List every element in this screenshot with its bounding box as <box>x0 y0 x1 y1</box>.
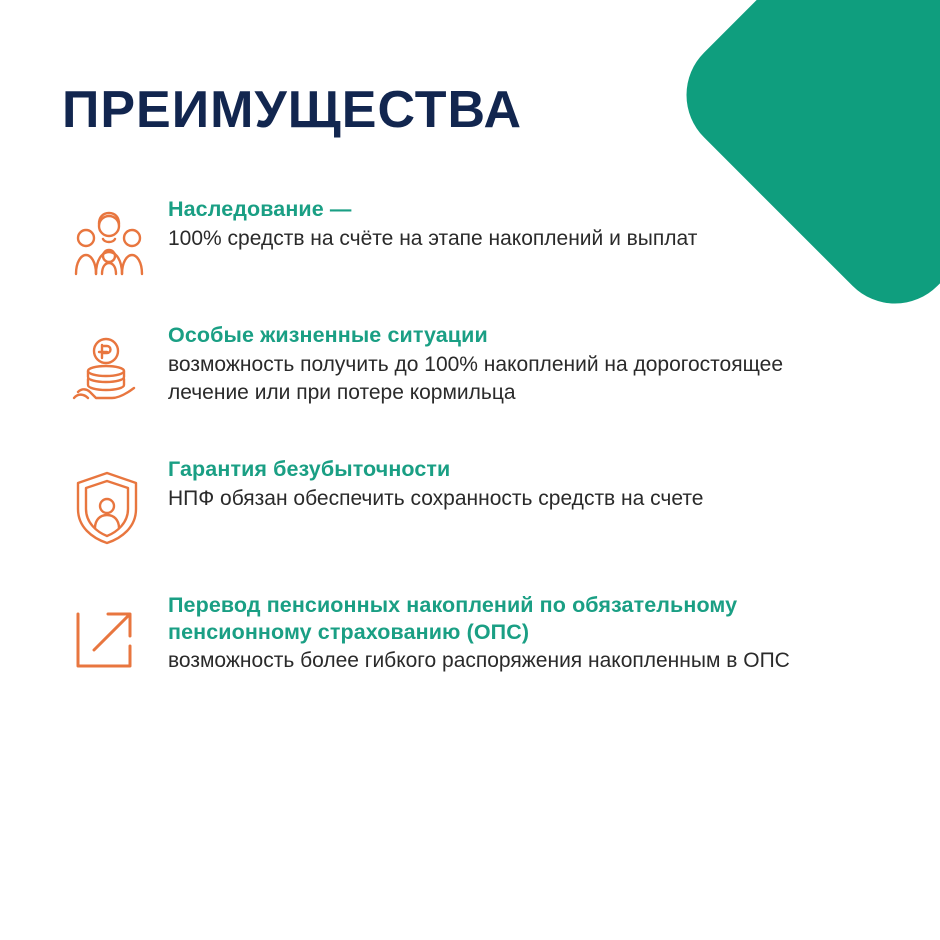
item-body: НПФ обязан обеспечить сохранность средств на счете <box>168 486 704 510</box>
item-heading: Наследование — <box>168 197 352 221</box>
list-item <box>0 322 940 410</box>
item-heading: Гарантия безубыточности <box>168 457 451 481</box>
item-text <box>158 456 703 513</box>
icon-slot <box>72 456 158 546</box>
item-text <box>158 196 697 253</box>
item-body: возможность более гибкого распоряжения накопленным в ОПС <box>168 649 790 673</box>
item-text <box>158 592 818 675</box>
list-item <box>0 592 940 675</box>
hand-with-coins-ruble-icon <box>72 336 146 410</box>
item-body: возможность получить до 100% накоплений на дорогостоящее лечение или при потере кормильца <box>168 352 783 404</box>
item-text <box>158 322 818 407</box>
list-item <box>0 196 940 276</box>
item-heading: Особые жизненные ситуации <box>168 323 488 347</box>
page-title: ПРЕИМУЩЕСТВА <box>62 80 522 139</box>
item-heading: Перевод пенсионных накоплений по обязательному пенсионному страхованию (ОПС) <box>168 593 738 644</box>
advantages-list <box>0 196 940 721</box>
icon-slot <box>72 322 158 410</box>
transfer-arrow-icon <box>72 606 142 672</box>
list-item <box>0 456 940 546</box>
shield-person-icon <box>72 470 142 546</box>
family-group-icon <box>72 210 146 276</box>
icon-slot <box>72 592 158 672</box>
icon-slot <box>72 196 158 276</box>
item-body: 100% средств на счёте на этапе накоплений и выплат <box>168 226 698 250</box>
